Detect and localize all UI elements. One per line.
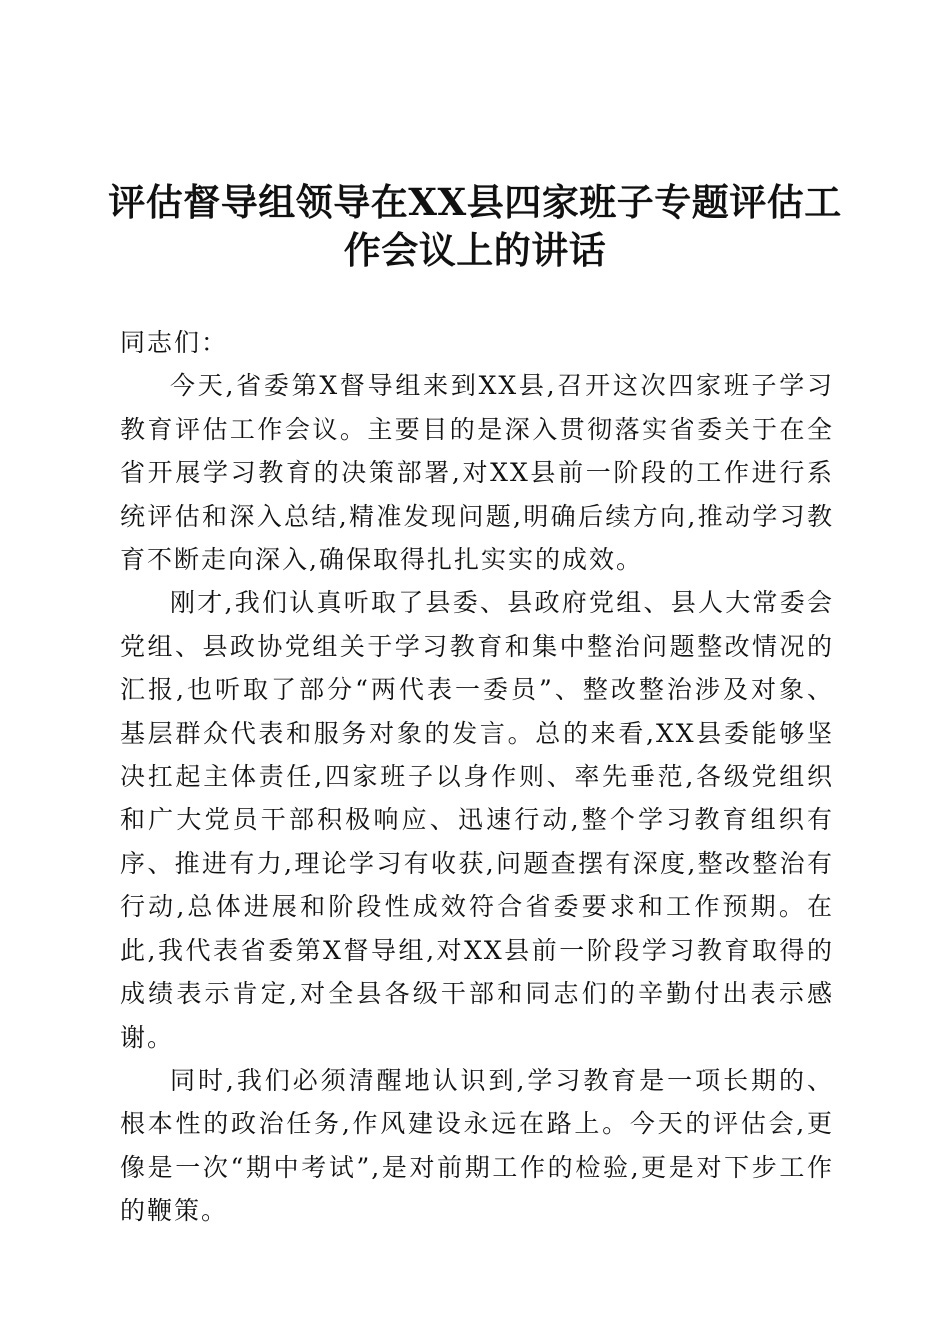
title-line-1: 评估督导组领导在XX县四家班子专题评估工: [108, 180, 842, 224]
paragraph-3: 同时,我们必须清醒地认识到,学习教育是一项长期的、根本性的政治任务,作风建设永远在路上。今天的评估会,更像是一次“期中考试”,是对前期工作的检验,更是对下步工作的鞭策。: [120, 1065, 834, 1226]
document-title: [100, 178, 850, 274]
document-body: [120, 321, 834, 1233]
title-line-2: 作会议上的讲话: [343, 228, 607, 272]
paragraph-1: 今天,省委第X督导组来到XX县,召开这次四家班子学习教育评估工作会议。主要目的是深入贯彻落实省委关于在全省开展学习教育的决策部署,对XX县前一阶段的工作进行系统评估和深入总结,精准发现问题,明确后续方向,推动学习教育不断走向深入,确保取得扎扎实实的成效。: [120, 371, 834, 575]
salutation: 同志们：: [120, 328, 229, 357]
paragraph-2: 刚才,我们认真听取了县委、县政府党组、县人大常委会党组、县政协党组关于学习教育和集中整治问题整改情况的汇报,也听取了部分“两代表一委员”、整改整治涉及对象、基层群众代表和服务对象的发言。总的来看,XX县委能够坚决扛起主体责任,四家班子以身作则、率先垂范,各级党组织和广大党员干部积极响应、迅速行动,整个学习教育组织有序、推进有力,理论学习有收获,问题查摆有深度,整改整治有行动,总体进展和阶段性成效符合省委要求和工作预期。在此,我代表省委第X督导组,对XX县前一阶段学习教育取得的成绩表示肯定,对全县各级干部和同志们的辛勤付出表示感谢。: [120, 588, 834, 1052]
